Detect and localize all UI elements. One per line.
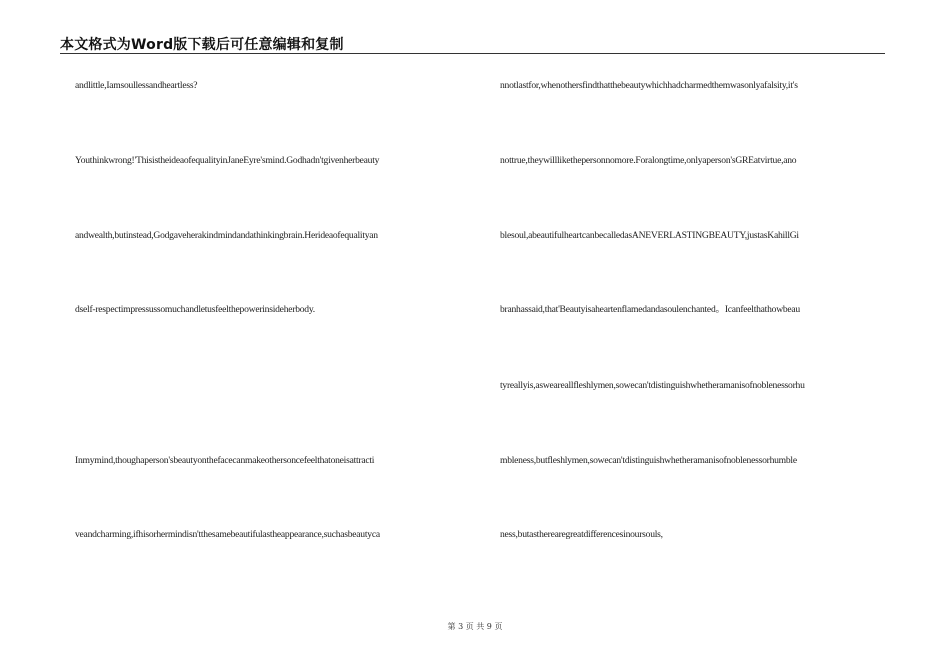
text-line: veandcharming,ifhisorhermindisn'tthesamebeautifulastheappearance,suchasbeautyca <box>75 529 380 540</box>
page-number-footer: 第 3 页 共 9 页 <box>447 622 503 631</box>
text-line: nottrue,theywilllikethepersonnomore.Foralongtime,onlyaperson'sGREatvirtue,ano <box>500 155 797 166</box>
text-line: nnotlastfor,whenothersfindthatthebeautywhichhadcharmedthemwasonlyafalsity,it's <box>500 80 798 91</box>
text-line: branhassaid,that'Beautyisaheartenflamedandasoulenchanted。Icanfeelthathowbeau <box>500 304 800 315</box>
text-line: ness,butastherearegreatdifferencesinoursouls, <box>500 529 663 540</box>
text-line: mbleness,butfleshlymen,sowecan'tdistinguishwhetheramanisofnoblenessorhumble <box>500 455 797 466</box>
text-line: Inmymind,thoughaperson'sbeautyonthefacecanmakeothersoncefeelthatoneisattracti <box>75 455 375 466</box>
text-line: andwealth,butinstead,Godgaveherakindmindandathinkingbrain.Herideaofequalityan <box>75 230 378 241</box>
text-line: Youthinkwrong!'ThisistheideaofequalityinJaneEyre'smind.Godhadn'tgivenherbeauty <box>75 155 380 166</box>
header-divider <box>60 53 885 54</box>
text-line: tyreallyis,asweareallfleshlymen,sowecan'tdistinguishwhetheramanisofnoblenessorhu <box>500 380 805 391</box>
document-header-title: 本文格式为Word版下载后可任意编辑和复制 <box>60 37 344 53</box>
text-line: andlittle,Iamsoullessandheartless? <box>75 80 198 91</box>
text-line: blesoul,abeautifulheartcanbecalledasANEVERLASTINGBEAUTY,justasKahillGi <box>500 230 799 241</box>
text-line: dself-respectimpressussomuchandletusfeelthepowerinsideherbody. <box>75 304 315 315</box>
